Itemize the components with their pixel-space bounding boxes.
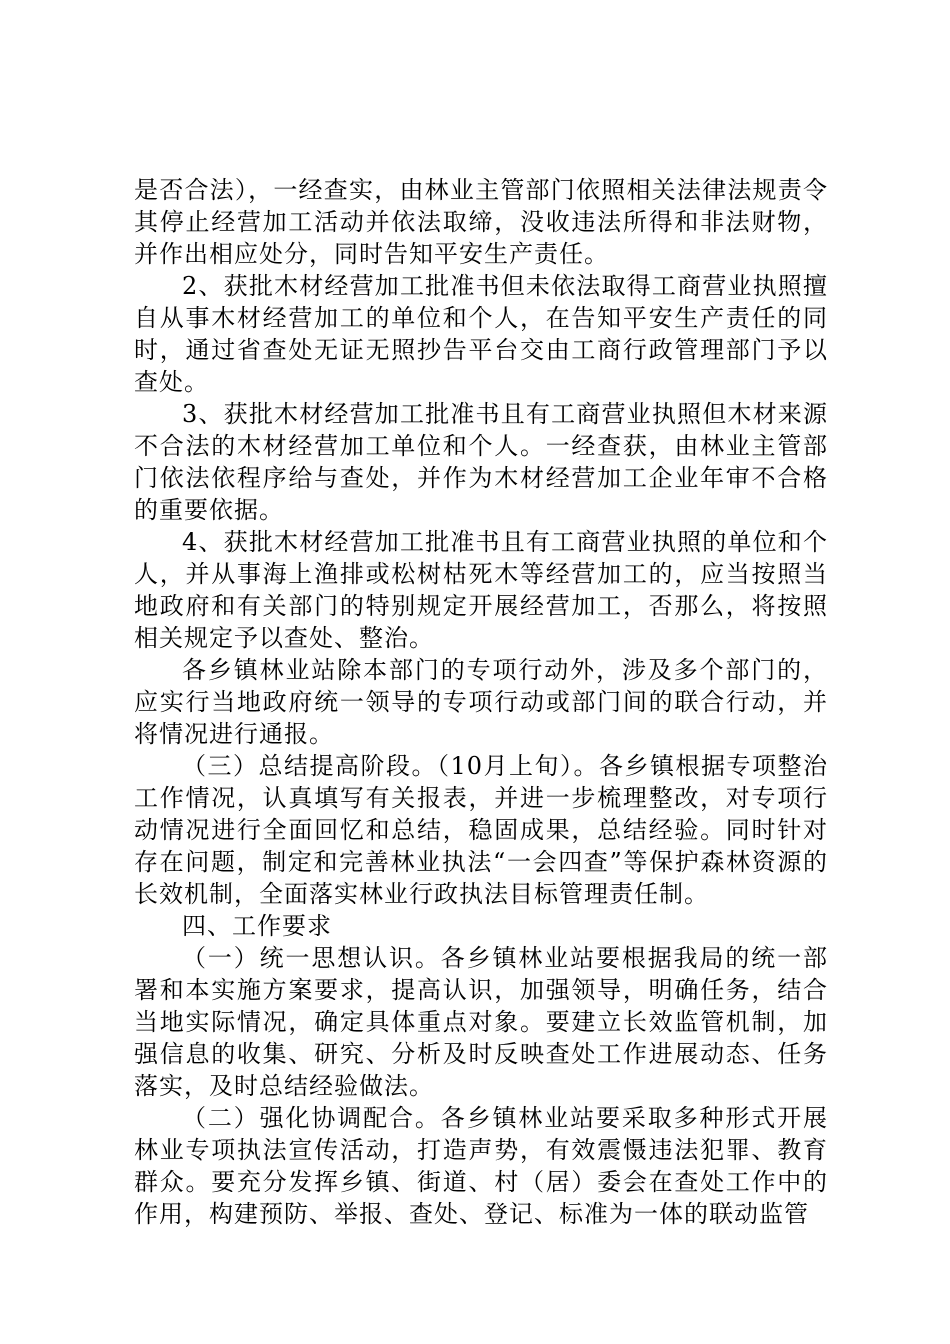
- paragraph-item-4: 4、获批木材经营加工批准书且有工商营业执照的单位和个人，并从事海上渔排或松树枯死木等经营加工的，应当按照当地政府和有关部门的特别规定开展经营加工，否那么，将按照相关规定予以查处、整治。: [134, 528, 828, 652]
- paragraph-continuation: 是否合法），一经查实，由林业主管部门依照相关法律法规责令其停止经营加工活动并依法取缔，没收违法所得和非法财物，并作出相应处分，同时告知平安生产责任。: [134, 176, 828, 268]
- paragraph-joint-action: 各乡镇林业站除本部门的专项行动外，涉及多个部门的，应实行当地政府统一领导的专项行动或部门间的联合行动，并将情况进行通报。: [134, 656, 828, 748]
- section-heading-work-requirements: 四、工作要求: [182, 912, 332, 940]
- paragraph-item-2: 2、获批木材经营加工批准书但未依法取得工商营业执照擅自从事木材经营加工的单位和个人，在告知平安生产责任的同时，通过省查处无证无照抄告平台交由工商行政管理部门予以查处。: [134, 272, 828, 396]
- paragraph-coordination: （二）强化协调配合。各乡镇林业站要采取多种形式开展林业专项执法宣传活动，打造声势，有效震慑违法犯罪、教育群众。要充分发挥乡镇、街道、村（居）委会在查处工作中的作用，构建预防、举报、查处、登记、标准为一体的联动监管: [134, 1104, 828, 1228]
- document-page: [134, 174, 828, 1230]
- paragraph-item-3: 3、获批木材经营加工批准书且有工商营业执照但木材来源不合法的木材经营加工单位和个人。一经查获，由林业主管部门依法依程序给与查处，并作为木材经营加工企业年审不合格的重要依据。: [134, 400, 828, 524]
- paragraph-summary-stage: （三）总结提高阶段。（10月上旬）。各乡镇根据专项整治工作情况，认真填写有关报表，并进一步梳理整改，对专项行动情况进行全面回忆和总结，稳固成果，总结经验。同时针对存在问题，制定和完善林业执法“一会四查”等保护森林资源的长效机制，全面落实林业行政执法目标管理责任制。: [134, 752, 828, 908]
- paragraph-unify-thinking: （一）统一思想认识。各乡镇林业站要根据我局的统一部署和本实施方案要求，提高认识，加强领导，明确任务，结合当地实际情况，确定具体重点对象。要建立长效监管机制，加强信息的收集、研究、分析及时反映查处工作进展动态、任务落实，及时总结经验做法。: [134, 944, 828, 1100]
